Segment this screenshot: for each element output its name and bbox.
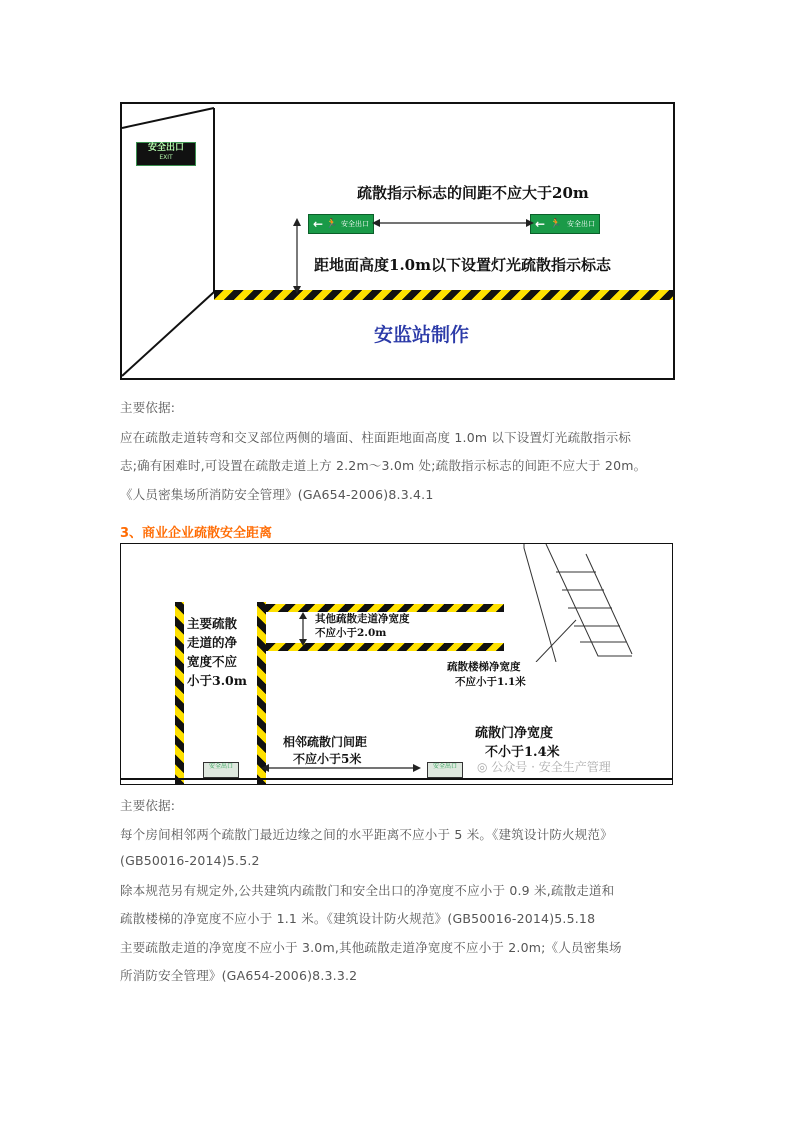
other-corridor-arrow <box>297 612 309 646</box>
door-width-label <box>475 724 560 762</box>
label-line: 不小于1.4米 <box>485 745 560 760</box>
evacuation-sign-text: 安全出口 <box>341 220 369 228</box>
stair-width-label <box>447 660 526 690</box>
evacuation-sign-left <box>308 214 374 234</box>
staircase-drawing <box>516 544 672 662</box>
arrow-left-icon: ← <box>535 217 546 231</box>
basis-line: 主要疏散走道的净宽度不应小于 3.0m,其他疏散走道净宽度不应小于 2.0m;《人员密集场 <box>120 940 622 955</box>
label-line: 不应小于5米 <box>293 752 362 766</box>
basis-line: (GB50016-2014)5.5.2 <box>120 853 260 868</box>
other-corridor-stripe-top <box>266 604 504 612</box>
exit-door-left <box>203 762 239 778</box>
watermark-text: 公众号 · 安全生产管理 <box>491 760 611 774</box>
exit-door-right <box>427 762 463 778</box>
height-label: 距地面高度1.0m以下设置灯光疏散指示标志 <box>314 256 611 274</box>
main-corridor-stripe-left <box>175 602 184 784</box>
arrow-left-icon: ← <box>313 217 324 231</box>
main-corridor-label <box>187 614 247 690</box>
label-line: 不应小于2.0m <box>315 627 387 639</box>
figure-evacuation-sign-spacing <box>120 102 675 380</box>
height-arrow <box>290 218 304 294</box>
label-line: 小于3.0m <box>187 673 247 688</box>
running-person-icon: 🏃 <box>550 219 562 229</box>
basis-line: 应在疏散走道转弯和交叉部位两侧的墙面、柱面距地面高度 1.0m 以下设置灯光疏散指示标 <box>120 430 632 445</box>
exit-sign-text: 安全出口 <box>147 143 184 153</box>
spacing-label: 疏散指示标志的间距不应大于20m <box>357 184 589 202</box>
basis-line: 志;确有困难时,可设置在疏散走道上方 2.2m～3.0m 处;疏散指示标志的间距不应大于 20m。 <box>120 458 647 473</box>
evacuation-sign-text: 安全出口 <box>567 220 595 228</box>
label-line: 相邻疏散门间距 <box>283 735 368 749</box>
floor-hazard-stripe <box>214 290 673 300</box>
basis-line: 每个房间相邻两个疏散门最近边缘之间的水平距离不应小于 5 米。《建筑设计防火规范》 <box>120 827 613 842</box>
door-gap-arrow <box>261 762 421 774</box>
evacuation-sign-right <box>530 214 600 234</box>
figure-credit: 安监站制作 <box>374 324 470 346</box>
wechat-icon: ◎ <box>477 760 492 774</box>
label-line: 疏散楼梯净宽度 <box>447 661 521 673</box>
basis-line: 所消防安全管理》(GA654-2006)8.3.3.2 <box>120 968 358 983</box>
basis-line: 疏散楼梯的净宽度不应小于 1.1 米。《建筑设计防火规范》(GB50016-2014)5.5.18 <box>120 911 596 926</box>
basis-title: 主要依据: <box>120 400 176 415</box>
exit-sign-left-wall <box>136 142 196 166</box>
door-sign-text: 安全出口 <box>432 763 457 770</box>
running-person-icon: 🏃 <box>326 219 338 229</box>
main-corridor-stripe-right <box>257 602 266 784</box>
basis-line: 除本规范另有规定外,公共建筑内疏散门和安全出口的净宽度不应小于 0.9 米,疏散走道和 <box>120 883 615 898</box>
spacing-arrow <box>372 216 534 230</box>
label-line: 走道的净 <box>187 635 238 650</box>
label-line: 疏散门净宽度 <box>475 726 554 741</box>
basis-line: 《人员密集场所消防安全管理》(GA654-2006)8.3.4.1 <box>120 487 434 502</box>
label-line: 宽度不应 <box>187 654 238 669</box>
label-line: 不应小于1.1米 <box>455 676 526 688</box>
floor-line <box>121 778 672 780</box>
other-corridor-label <box>315 612 410 640</box>
figure-evacuation-distances <box>120 543 673 785</box>
label-line: 主要疏散 <box>187 616 238 631</box>
exit-sign-sub: EXIT <box>159 154 173 161</box>
basis-title: 主要依据: <box>120 798 176 813</box>
section-heading: 3、商业企业疏散安全距离 <box>120 526 273 541</box>
watermark <box>477 758 611 775</box>
door-sign-text: 安全出口 <box>208 763 233 770</box>
label-line: 其他疏散走道净宽度 <box>315 613 410 625</box>
